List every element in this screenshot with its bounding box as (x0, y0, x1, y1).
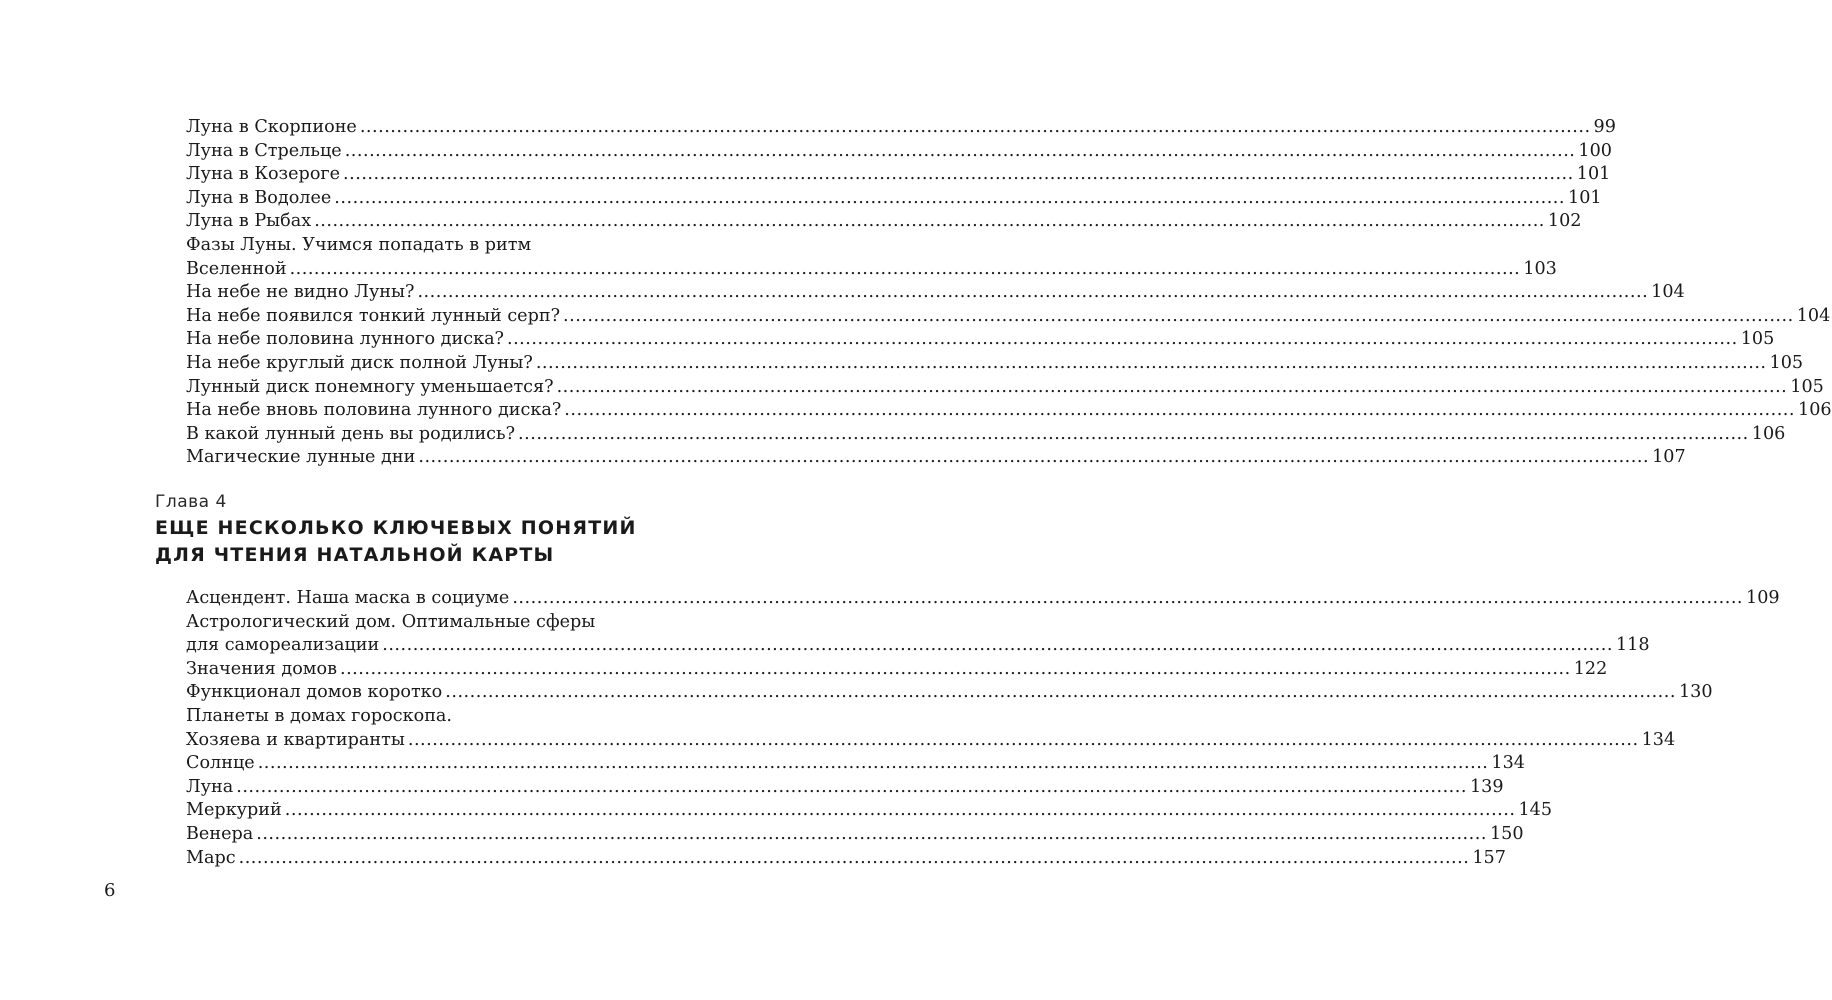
toc-entry-title: На небе половина лунного диска? (186, 329, 504, 350)
toc-entry-page: 105 (1769, 352, 1804, 373)
toc-entry-page: 106 (1751, 423, 1786, 444)
toc-entry-title: Лунный диск понемногу уменьшается? (186, 376, 554, 397)
toc-entry[interactable] (186, 799, 1553, 823)
toc-entry-page: 106 (1798, 400, 1832, 421)
toc-entry-title: для самореализации (186, 635, 380, 656)
toc-entry-page: 103 (1523, 258, 1557, 279)
dot-leader (360, 116, 1591, 140)
toc-entry[interactable] (186, 376, 1824, 400)
toc-entry[interactable] (186, 163, 1611, 187)
toc-entry-page: 157 (1472, 847, 1506, 868)
dot-leader (518, 423, 1749, 447)
dot-leader (334, 187, 1565, 211)
toc-entry[interactable] (186, 140, 1612, 164)
toc-entry[interactable] (186, 587, 1780, 611)
dot-leader (564, 399, 1795, 423)
toc-entry[interactable] (186, 847, 1506, 871)
toc-entry[interactable] (186, 611, 701, 635)
dot-leader (507, 328, 1738, 352)
dot-leader (512, 587, 1743, 611)
dot-leader (290, 258, 1521, 282)
toc-entry-page: 109 (1746, 588, 1780, 608)
toc-entry-page: 122 (1573, 658, 1608, 679)
toc-list-part1 (186, 116, 1832, 470)
toc-entry[interactable] (186, 823, 1524, 847)
toc-entry[interactable] (186, 658, 1608, 682)
toc-entry[interactable] (186, 187, 1602, 211)
dot-leader (285, 799, 1516, 823)
toc-entry[interactable] (186, 729, 1676, 753)
dot-leader (408, 729, 1639, 753)
page-number: 6 (104, 880, 116, 901)
chapter-title-line2: ДЛЯ ЧТЕНИЯ НАТАЛЬНОЙ КАРТЫ (155, 544, 555, 566)
dot-leader (314, 210, 1545, 234)
toc-entry-page: 130 (1678, 682, 1713, 703)
toc-entry-title: Астрологический дом. Оптимальные сферы (186, 611, 596, 632)
toc-entry[interactable] (186, 352, 1804, 376)
toc-entry-page: 104 (1796, 305, 1831, 326)
toc-list-part2 (186, 587, 1780, 870)
toc-entry[interactable] (186, 281, 1685, 305)
toc-entry-page: 100 (1578, 140, 1612, 161)
toc-entry-title: Луна в Водолее (186, 187, 332, 208)
chapter-heading (155, 489, 715, 569)
toc-entry-page: 105 (1790, 376, 1824, 397)
dot-leader (536, 352, 1767, 376)
toc-entry[interactable] (186, 399, 1832, 423)
dot-leader (382, 634, 1613, 658)
dot-leader (557, 376, 1788, 400)
toc-entry-title: Луна (186, 776, 234, 797)
toc-entry-title: Магические лунные дни (186, 447, 416, 468)
toc-entry[interactable] (186, 116, 1616, 140)
toc-entry-title: Фазы Луны. Учимся попадать в ритм (186, 234, 532, 255)
toc-entry-page: 99 (1593, 117, 1616, 137)
toc-entry-title: На небе не видно Луны? (186, 282, 415, 303)
toc-entry-page: 150 (1489, 823, 1524, 844)
dot-leader (256, 823, 1487, 847)
toc-entry-title: Вселенной (186, 258, 287, 279)
toc-entry-page: 101 (1576, 164, 1611, 185)
toc-entry[interactable] (186, 210, 1582, 234)
toc-entry-title: Хозяева и квартиранты (186, 729, 405, 750)
toc-entry-title: Солнце (186, 753, 255, 774)
dot-leader (343, 163, 1574, 187)
toc-entry[interactable] (186, 705, 701, 729)
toc-entry-title: Значения домов (186, 658, 337, 679)
toc-entry-title: Луна в Козероге (186, 164, 341, 185)
toc-entry-title: На небе круглый диск полной Луны? (186, 352, 533, 373)
toc-entry[interactable] (186, 423, 1786, 447)
toc-entry-title: Луна в Рыбах (186, 211, 312, 232)
toc-entry[interactable] (186, 446, 1686, 470)
dot-leader (345, 140, 1576, 164)
toc-entry-title: Марс (186, 847, 236, 868)
toc-entry-title: Планеты в домах гороскопа. (186, 705, 453, 726)
chapter-label: Глава 4 (155, 492, 227, 512)
toc-entry-title: Меркурий (186, 800, 282, 821)
toc-entry[interactable] (186, 258, 1557, 282)
toc-entry[interactable] (186, 634, 1650, 658)
toc-entry-page: 118 (1615, 635, 1650, 656)
toc-entry-page: 102 (1547, 211, 1582, 232)
dot-leader (236, 776, 1467, 800)
dot-leader (340, 658, 1571, 682)
dot-leader (258, 752, 1489, 776)
toc-entry-page: 134 (1491, 753, 1525, 774)
toc-entry-title: Луна в Скорпионе (186, 117, 357, 137)
toc-entry[interactable] (186, 234, 701, 258)
toc-entry-title: Асцендент. Наша маска в социуме (186, 588, 510, 608)
toc-entry[interactable] (186, 305, 1831, 329)
toc-entry-title: В какой лунный день вы родились? (186, 423, 516, 444)
toc-entry-title: Функционал домов коротко (186, 682, 443, 703)
dot-leader (418, 446, 1649, 470)
dot-leader (445, 681, 1676, 705)
toc-entry-title: На небе вновь половина лунного диска? (186, 400, 562, 421)
toc-entry-page: 139 (1469, 776, 1504, 797)
toc-entry[interactable] (186, 752, 1525, 776)
toc-entry[interactable] (186, 328, 1775, 352)
toc-entry-page: 134 (1641, 729, 1676, 750)
toc-entry-page: 104 (1651, 282, 1685, 303)
toc-entry-page: 145 (1518, 800, 1553, 821)
chapter-title-line1: ЕЩЕ НЕСКОЛЬКО КЛЮЧЕВЫХ ПОНЯТИЙ (155, 517, 637, 539)
dot-leader (563, 305, 1794, 329)
toc-entry-page: 105 (1740, 329, 1775, 350)
toc-entry[interactable] (186, 776, 1504, 800)
toc-entry-title: На небе появился тонкий лунный серп? (186, 305, 561, 326)
toc-entry[interactable] (186, 681, 1713, 705)
dot-leader (417, 281, 1648, 305)
toc-entry-title: Луна в Стрельце (186, 140, 342, 161)
toc-entry-title: Венера (186, 823, 254, 844)
toc-entry-page: 101 (1568, 187, 1602, 208)
toc-entry-page: 107 (1652, 447, 1686, 468)
dot-leader (239, 847, 1470, 871)
